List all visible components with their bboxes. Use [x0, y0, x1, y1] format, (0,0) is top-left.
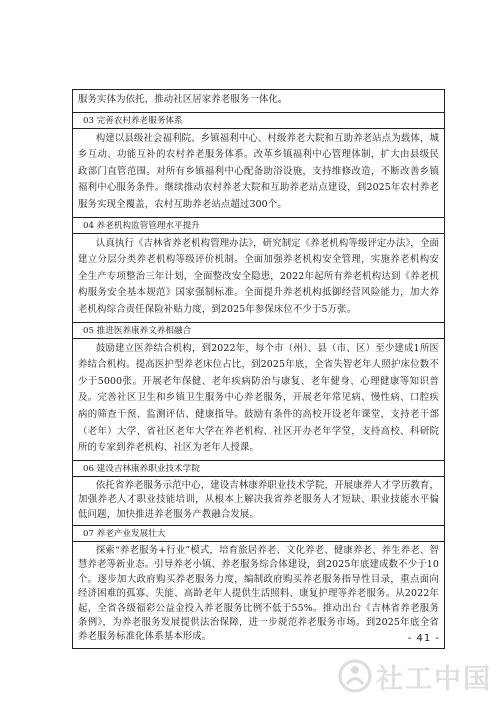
watermark-text: 社工中国 — [376, 663, 492, 695]
section-title-row — [73, 113, 444, 129]
section-title: 06 建设吉林康养职业技术学院 — [83, 463, 200, 474]
policy-table — [72, 89, 445, 649]
continuation-text: 服务实体为依托，推动社区居家养老服务一体化。 — [78, 94, 288, 105]
social-work-logo-icon — [338, 659, 372, 693]
section-body-row — [73, 477, 444, 526]
section-paragraph: 鼓励建立医养结合机构，到2022年，每个市（州）、县（市、区）至少建成1所医养结合机构。提高医护型养老床位占比，到2025年底，全省失智老年人照护床位数不少于5000张。开展老年保健、老年疾病防治与康复、老年健身、心理健康等知识普及。完善社区卫生和乡镇卫生服务中心养老服务，开展老年常见病、慢性病、口腔疾病的筛查干预、监测评估、健康指导。鼓励有条件的高校开设老年课堂，支持老干部（老年）大学、省社区老年大学在养老机构、社区开办老年学堂，支持高校、科研院所的专家到养老机构、社区为老年人授课。 — [78, 342, 439, 454]
section-paragraph: 认真执行《吉林省养老机构管理办法》，研究制定《养老机构等级评定办法》，全面建立分层分类养老机构等级评价机制。全面加强养老机构安全管理，实施养老机构安全生产专项整治三年计划，全面整改安全隐患，2022年起所有养老机构达到《养老机构服务安全基本规范》国家强制标准。全面提升养老机构抵御经营风险能力，加大养老机构综合责任保险补贴力度，到2025年参保床位不少于5万张。 — [78, 237, 439, 315]
section-body-row — [73, 129, 444, 218]
section-paragraph: 构建以县级社会福利院、乡镇福利中心、村级养老大院和互助养老站点为载体，城乡互动、功能互补的农村养老服务体系。改革乡镇福利中心管理体制，扩大由县级民政部门直管范围。对所有乡镇福利中心配备助浴设施，支持维修改造，不断改善乡镇福利中心服务条件。继续推动农村养老大院和互助养老站点建设，到2025年农村养老服务实现全覆盖，农村互助养老站点超过300个。 — [78, 132, 439, 210]
section-title: 04 养老机构监管管理水平提升 — [83, 220, 200, 231]
section-paragraph: 探索“养老服务+行业”模式，培育旅居养老、文化养老、健康养老、养生养老、智慧养老等新业态。引导养老小镇、养老服务综合体建设，到2025年底建成数不少于10个。逐步加大政府购买养老服务力度，编制政府购买养老服务指导性目录，重点面向经济困难的孤寡、失能、高龄老年人提供生活照料、康复护理等养老服务。从2022年起，全省各级福彩公益金投入养老服务比例不低于55%。推动出台《吉林省养老服务条例》，为养老服务发展提供法治保障，进一步规范养老服务市场。到2025年底全省养老服务标准化体系基本形成。 — [78, 544, 439, 643]
section-title: 07 养老产业发展壮大 — [83, 528, 166, 539]
section-body-row — [73, 542, 444, 648]
section-paragraph: 依托省养老服务示范中心，建设吉林康养职业技术学院，开展康养人才学历教育，加强养老人才职业技能培训，从根本上解决我省养老服务人才短缺、职业技能水平偏低问题，加快推进养老服务产教融合发展。 — [78, 479, 439, 520]
watermark — [338, 659, 492, 693]
section-title: 03 完善农村养老服务体系 — [83, 115, 183, 126]
continuation-row — [73, 90, 444, 113]
section-title: 05 推进医养康养文养相融合 — [83, 325, 192, 336]
section-body-row — [73, 339, 444, 461]
page-number: - 41 - — [407, 633, 440, 644]
section-title-row — [73, 218, 444, 234]
section-title-row — [73, 461, 444, 477]
section-title-row — [73, 526, 444, 542]
section-title-row — [73, 323, 444, 339]
section-body-row — [73, 234, 444, 323]
